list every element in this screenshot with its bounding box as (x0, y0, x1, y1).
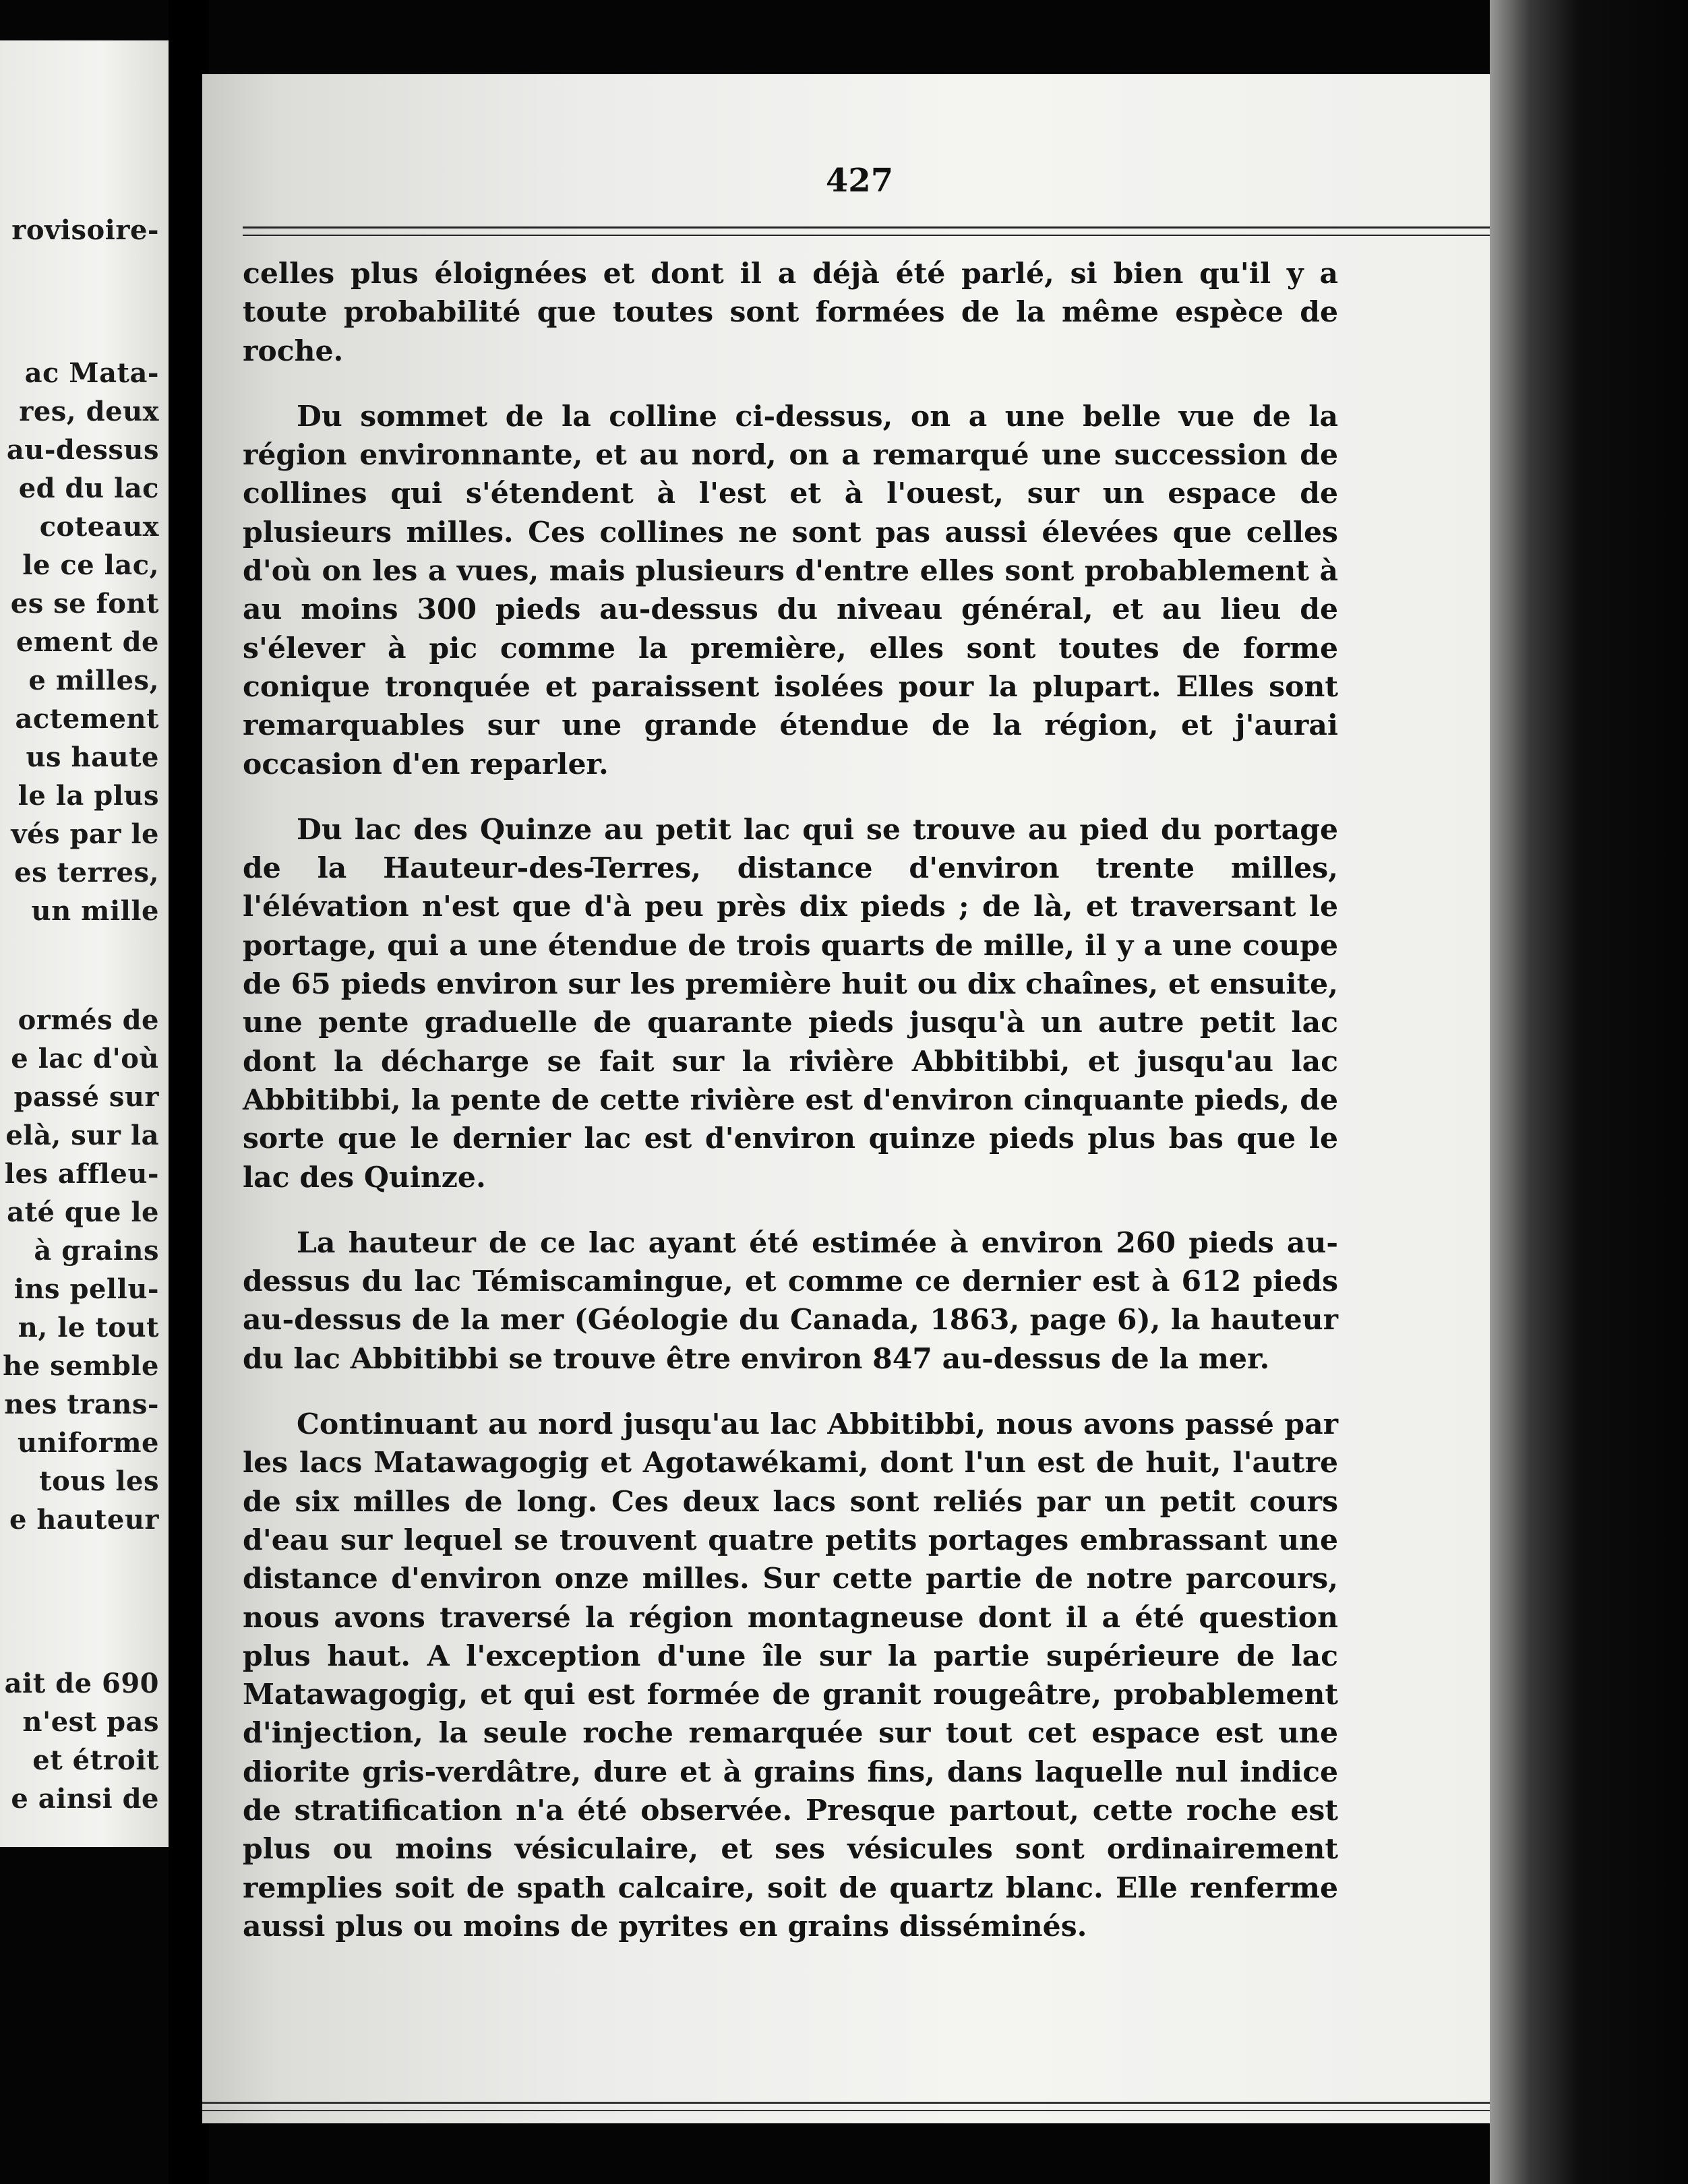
left-fragment-line: us haute (26, 741, 159, 773)
left-fragment-line: et étroit (32, 1745, 159, 1776)
left-fragment-line: rovisoire- (11, 214, 159, 246)
left-page-fragment (0, 40, 169, 1847)
left-fragment-line: ac Mata- (24, 357, 159, 389)
left-fragment-line: e ainsi de (11, 1783, 159, 1815)
left-fragment-line: le la plus (18, 780, 159, 812)
left-fragment-line: ed du lac (18, 473, 159, 504)
left-fragment-line: elà, sur la (5, 1120, 159, 1151)
left-fragment-line: ement de (16, 626, 159, 658)
left-fragment-line: n, le tout (18, 1312, 159, 1343)
left-fragment-line: es se font (10, 588, 159, 619)
left-fragment-line: coteaux (39, 511, 159, 543)
paragraph: celles plus éloignées et dont il a déjà été parlé, si bien qu'il y a toute probabilité que toutes sont formées de la même espèce de roche. (243, 257, 1338, 368)
left-fragment-line: actement (15, 703, 159, 735)
left-fragment-line: le ce lac, (22, 549, 159, 581)
paragraph: La hauteur de ce lac ayant été estimée à environ 260 pieds au-dessus du lac Témiscamingue, et comme ce dernier est à 612 pieds au-dessus de la mer (Géologie du Canada, 1863, page 6), la hauteur du lac Abbitibbi se trouve être environ 847 au-dessus de la mer. (243, 1225, 1338, 1376)
scanned-page (202, 74, 1490, 2123)
paragraph: Continuant au nord jusqu'au lac Abbitibbi, nous avons passé par les lacs Matawagogig et Agotawékami, dont l'un est de huit, l'autre de six milles de long. Ces deux lacs sont reliés par un petit cours d'eau sur lequel se trouvent quatre petits portages embrassant une distance d'environ onze milles. Sur cette partie de notre parcours, nous avons traversé la région montagneuse dont il a été question plus haut. A l'exception d'une île sur la partie supérieure de lac Matawagogig, et qui est formée de granit rougeâtre, probablement d'injection, la seule roche remarquée sur tout cet espace est une diorite gris-verdâtre, dure et à grains fins, dans laquelle nul indice de stratification n'a été observée. Presque partout, cette roche est plus ou moins vésiculaire, et ses vésicules sont ordinairement remplies soit de spath calcaire, soit de quartz blanc. Elle renferme aussi plus ou moins de pyrites en grains disséminés. (243, 1407, 1338, 1943)
left-fragment-line: ormés de (18, 1004, 159, 1036)
footer-rule (202, 2110, 1490, 2111)
left-fragment-line: n'est pas (22, 1706, 159, 1738)
left-fragment-line: e hauteur (9, 1504, 159, 1536)
left-fragment-line: e milles, (28, 665, 159, 696)
left-fragment-line: até que le (7, 1196, 159, 1228)
body-text (243, 255, 1338, 1973)
header-rule (243, 235, 1490, 236)
left-fragment-line: nes trans- (4, 1389, 159, 1420)
page-number: 427 (825, 162, 894, 200)
paragraph: Du sommet de la colline ci-dessus, on a une belle vue de la région environnante, et au nord, on a remarqué une succession de collines qui s'étendent à l'est et à l'ouest, sur un espace de plusieurs milles. Ces collines ne sont pas aussi élevées que celles d'où on les a vues, mais plusieurs d'entre elles sont probablement à au moins 300 pieds au-dessus du niveau général, et au lieu de s'élever à pic comme la première, elles sont toutes de forme conique tronquée et paraissent isolées pour la plupart. Elles sont remarquables sur une grande étendue de la région, et j'aurai occasion d'en reparler. (243, 399, 1338, 781)
left-fragment-line: au-dessus (6, 434, 159, 466)
left-fragment-line: uniforme (17, 1427, 159, 1459)
left-fragment-line: à grains (34, 1235, 159, 1267)
left-fragment-line: tous les (39, 1465, 159, 1497)
left-fragment-line: les affleu- (4, 1158, 159, 1190)
left-fragment-line: res, deux (19, 396, 159, 427)
left-fragment-line: vés par le (11, 818, 159, 850)
header-rule (243, 226, 1490, 229)
left-fragment-line: passé sur (13, 1081, 159, 1113)
left-fragment-line: ins pellu- (13, 1273, 159, 1305)
page-edge-shadow (1490, 0, 1688, 2184)
paragraph: Du lac des Quinze au petit lac qui se trouve au pied du portage de la Hauteur-des-Terres, distance d'environ trente milles, l'élévation n'est que d'à peu près dix pieds ; de là, et traversant le portage, qui a une étendue de trois quarts de mille, il y a une coupe de 65 pieds environ sur les première huit ou dix chaînes, et ensuite, une pente graduelle de quarante pieds jusqu'à un autre petit lac dont la décharge se fait sur la rivière Abbitibbi, et jusqu'au lac Abbitibbi, la pente de cette rivière est d'environ cinquante pieds, de sorte que le dernier lac est d'environ quinze pieds plus bas que le lac des Quinze. (243, 812, 1338, 1194)
footer-rule (202, 2102, 1490, 2104)
left-fragment-line: ait de 690 (4, 1668, 159, 1699)
left-fragment-line: e lac d'où (11, 1043, 159, 1074)
left-fragment-line: un mille (31, 895, 159, 927)
left-fragment-line: es terres, (14, 857, 159, 888)
left-fragment-line: he semble (3, 1350, 159, 1382)
